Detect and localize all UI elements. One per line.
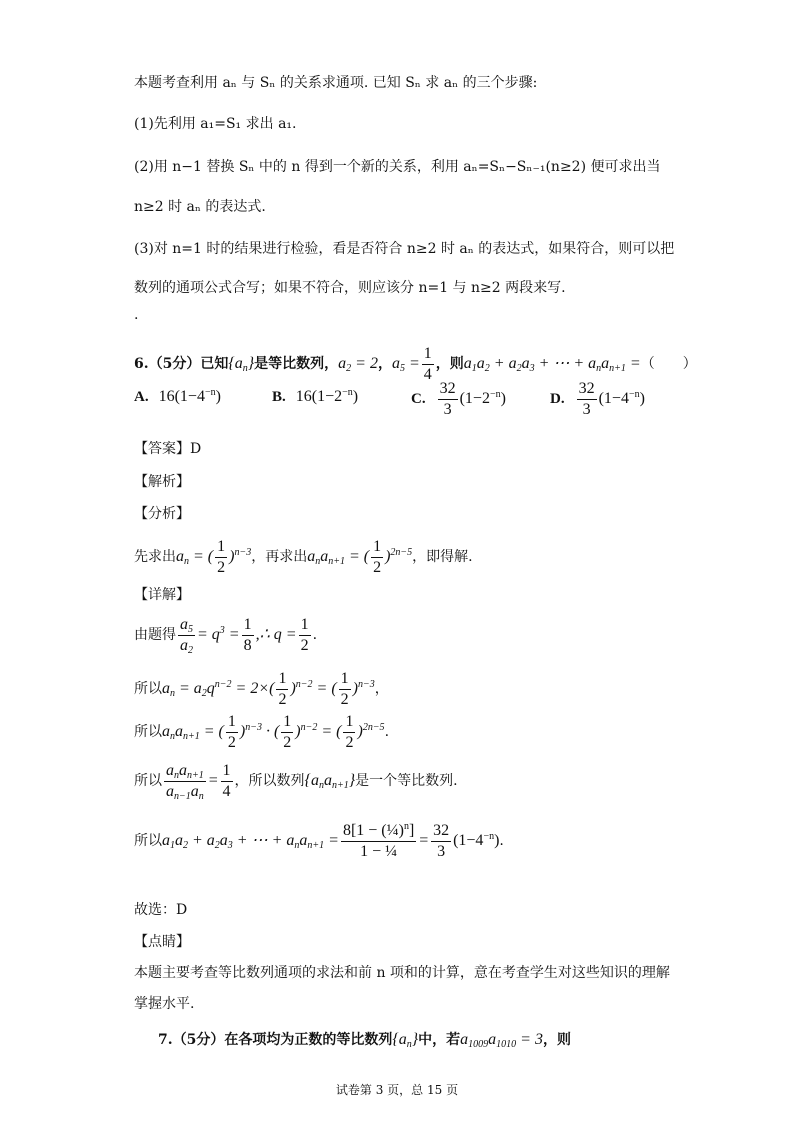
step-3: (3)对 n=1 时的结果进行检验，看是否符合 n≥2 时 aₙ 的表达式，如果符合，则可以把 (134, 241, 675, 257)
question-7: 7.（5分）在各项均为正数的等比数列$\{a_n\}$中，若$a_{1009}a_{1010} = 3$，则 (158, 1031, 571, 1050)
dianjing-heading: 【点睛】 (134, 934, 190, 950)
detail-line-2: 所以$a_n = a_2q^{n-2} = 2\times$( $\frac{1}{2}$ )$^{n-2}$ = ( $\frac{1}{2}$ )$^{n-3}$， (134, 670, 389, 708)
page-footer: 试卷第 3 页，总 15 页 (335, 1083, 459, 1097)
step-3-cont: 数列的通项公式合写；如果不符合，则应该分 n=1 与 n≥2 两段来写. (134, 280, 566, 296)
detail-line-3: 所以$a_na_{n+1}$ = ( $\frac{1}{2}$ )$^{n-3}$ · ( $\frac{1}{2}$ )$^{n-2}$ = ( $\frac{1}{2}$ )$^{2n-5}$. (134, 713, 390, 751)
fenxi-heading: 【分析】 (134, 506, 190, 522)
comment-line-2: 掌握水平. (134, 996, 195, 1012)
option-d: D. $\frac{32}{3}$ $(1-4^{-n})$ (550, 380, 645, 418)
comment-line-1: 本题主要考查等比数列通项的求法和前 n 项和的计算，意在考查学生对这些知识的理解 (134, 965, 670, 981)
detail-line-1: 由题得 $\frac{a_5}{a_2}$ = $q^3$ = $\frac{1}{8}$ ,∴ q = $\frac{1}{2}$ . (134, 616, 318, 656)
option-c: C. $\frac{32}{3}$ $(1-2^{-n})$ (411, 380, 506, 418)
option-a: A. $16(1-4^{-n})$ (134, 387, 221, 405)
answer: 【答案】D (134, 441, 202, 457)
step-2: (2)用 n−1 替换 Sₙ 中的 n 得到一个新的关系，利用 aₙ=Sₙ−Sₙ₋₁(n≥2) 便可求出当 (134, 159, 661, 175)
question-6: 6.（5分）已知$\{a_n\}$是等比数列，$a_2 = 2$，$a_5$ = $\frac{1}{4}$ ，则$a_1a_2 + a_2a_3$ + ⋯ + $a_na_{n+1}$ =（ ） (134, 345, 697, 383)
option-b: B. $16(1-2^{-n})$ (272, 387, 359, 405)
xiangjie-heading: 【详解】 (134, 587, 190, 603)
detail-line-5: 所以$a_1a_2 + a_2a_3$ + ⋯ + $a_na_{n+1}$ = $\frac{8[1 - (\frac{1}{4})^n]}{\text{1 − ¼}}$ = $\frac{32}{3}$ $(1-4^{-n})$. (134, 821, 504, 860)
step-1: (1)先利用 a₁=S₁ 求出 a₁. (134, 116, 297, 132)
analysis-heading: 【解析】 (134, 474, 190, 490)
step-2-cont: n≥2 时 aₙ 的表达式. (134, 199, 266, 215)
intro-line: 本题考查利用 aₙ 与 Sₙ 的关系求通项. 已知 Sₙ 求 aₙ 的三个步骤: (134, 75, 538, 91)
detail-line-4: 所以 $\frac{a_na_{n+1}}{a_{n-1}a_n}$ = $\frac{1}{4}$ ，所以数列$\{a_na_{n+1}\}$是一个等比数列. (134, 762, 458, 802)
choice: 故选：D (134, 902, 188, 918)
fenxi-text: 先求出$a_n$ = ( $\frac{1}{2}$ )$^{n-3}$，再求出$a_na_{n+1}$ = ( $\frac{1}{2}$ )$^{2n-5}$，即得解. (134, 538, 473, 576)
separator-dot: . (134, 307, 139, 323)
